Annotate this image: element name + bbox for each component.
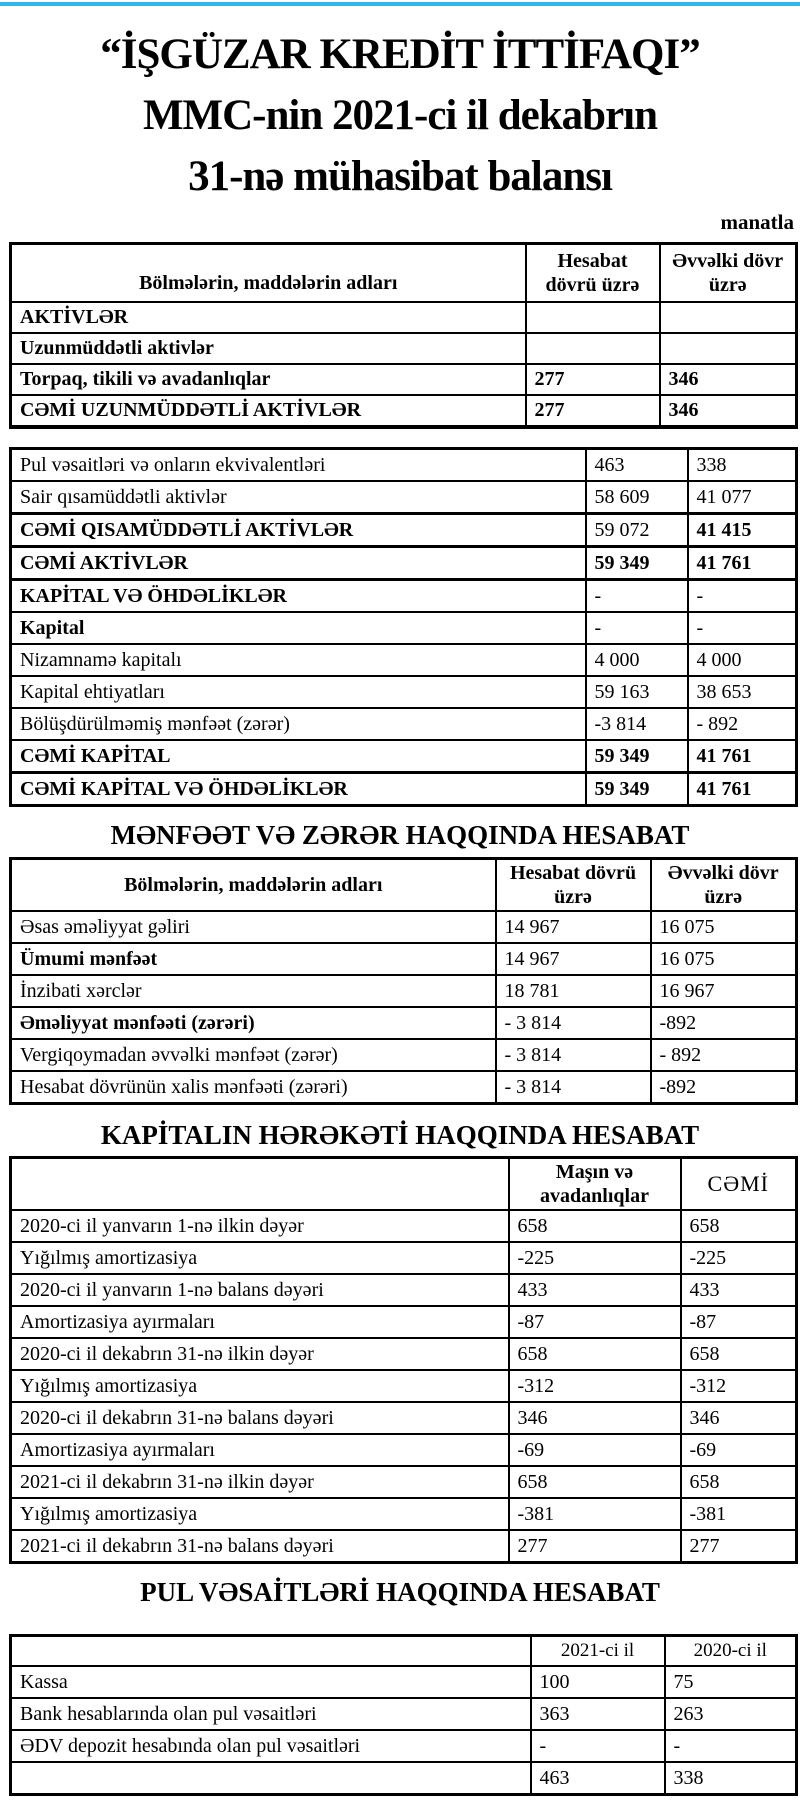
table-row-total bbox=[11, 395, 797, 427]
value-machines: -69 bbox=[509, 1434, 681, 1466]
value-previous-period: 41 761 bbox=[688, 773, 797, 806]
table-row bbox=[11, 911, 797, 943]
value-2021: - bbox=[531, 1730, 665, 1762]
table-header-row bbox=[11, 1158, 797, 1211]
value-machines: -225 bbox=[509, 1242, 681, 1274]
row-label: ƏDV depozit hesabında olan pul vəsaitləri bbox=[11, 1730, 531, 1762]
row-label: Hesabat dövrünün xalis mənfəəti (zərəri) bbox=[11, 1071, 496, 1104]
value-current-period: - 3 814 bbox=[496, 1071, 651, 1104]
row-label: Ümumi mənfəət bbox=[11, 943, 496, 975]
column-header-machines-equipment: Maşın və avadanlıqlar bbox=[509, 1158, 681, 1211]
value-current-period bbox=[526, 302, 660, 333]
profit-loss-table bbox=[9, 857, 798, 1105]
value-previous-period: 41 415 bbox=[688, 514, 797, 547]
value-total: -87 bbox=[681, 1306, 797, 1338]
value-previous-period: 346 bbox=[660, 395, 797, 427]
row-label: Yığılmış amortizasiya bbox=[11, 1370, 509, 1402]
column-header-blank bbox=[11, 1158, 509, 1211]
value-total: 658 bbox=[681, 1338, 797, 1370]
value-current-period: -3 814 bbox=[586, 708, 688, 740]
table-row bbox=[11, 1466, 797, 1498]
table-row-total bbox=[11, 514, 797, 547]
value-previous-period: 16 075 bbox=[651, 943, 797, 975]
table-row bbox=[11, 1306, 797, 1338]
table-header-row bbox=[11, 859, 797, 912]
equity-movement-section-heading: KAPİTALIN HƏRƏKƏTİ HAQQINDA HESABAT bbox=[100, 1120, 700, 1150]
value-total: -69 bbox=[681, 1434, 797, 1466]
column-header-previous-period: Əvvəlki dövr üzrə bbox=[651, 859, 797, 912]
profit-loss-section-heading: MƏNFƏƏT VƏ ZƏRƏR HAQQINDA HESABAT bbox=[110, 820, 690, 850]
value-current-period: - 3 814 bbox=[496, 1007, 651, 1039]
value-previous-period: -892 bbox=[651, 1071, 797, 1104]
value-machines: 433 bbox=[509, 1274, 681, 1306]
value-current-period: 59 349 bbox=[586, 547, 688, 580]
value-total: 346 bbox=[681, 1402, 797, 1434]
row-label: Nizamnamə kapitalı bbox=[11, 644, 586, 676]
value-machines: 658 bbox=[509, 1338, 681, 1370]
value-2021: 363 bbox=[531, 1698, 665, 1730]
value-machines: 658 bbox=[509, 1210, 681, 1242]
row-label: CƏMİ AKTİVLƏR bbox=[11, 547, 586, 580]
row-label: Kapital ehtiyatları bbox=[11, 676, 586, 708]
value-total: 433 bbox=[681, 1274, 797, 1306]
table-row-section bbox=[11, 612, 797, 644]
row-label: Kassa bbox=[11, 1666, 531, 1698]
table-row bbox=[11, 481, 797, 514]
table-row-total bbox=[11, 740, 797, 773]
table-row bbox=[11, 1242, 797, 1274]
value-machines: 346 bbox=[509, 1402, 681, 1434]
row-label: Amortizasiya ayırmaları bbox=[11, 1306, 509, 1338]
table-row bbox=[11, 1530, 797, 1563]
table-row bbox=[11, 676, 797, 708]
balance-sheet-capital-table bbox=[9, 447, 798, 807]
value-previous-period: 16 075 bbox=[651, 911, 797, 943]
cash-section-heading: PUL VƏSAİTLƏRİ HAQQINDA HESABAT bbox=[140, 1577, 660, 1607]
row-label: Kapital bbox=[11, 612, 586, 644]
row-label: CƏMİ UZUNMÜDDƏTLİ AKTİVLƏR bbox=[11, 395, 526, 427]
value-machines: -87 bbox=[509, 1306, 681, 1338]
value-total: 658 bbox=[681, 1210, 797, 1242]
value-previous-period: - 892 bbox=[651, 1039, 797, 1071]
value-2021: 100 bbox=[531, 1666, 665, 1698]
column-header-current-period: Hesabat dövrü üzrə bbox=[496, 859, 651, 912]
value-previous-period: - bbox=[688, 580, 797, 613]
value-current-period: 59 349 bbox=[586, 773, 688, 806]
value-previous-period: 4 000 bbox=[688, 644, 797, 676]
table-row bbox=[11, 449, 797, 482]
row-label: Əməliyyat mənfəəti (zərəri) bbox=[11, 1007, 496, 1039]
document-title-line-3: 31-nə mühasibat balansı bbox=[188, 153, 612, 200]
document-title bbox=[0, 24, 800, 207]
document-title-line-2: MMC-nin 2021-ci il dekabrın bbox=[142, 92, 658, 139]
table-row bbox=[11, 1039, 797, 1071]
value-current-period bbox=[526, 333, 660, 364]
table-row bbox=[11, 1698, 797, 1730]
table-row-section bbox=[11, 580, 797, 613]
row-label: Vergiqoymadan əvvəlki mənfəət (zərər) bbox=[11, 1039, 496, 1071]
table-row bbox=[11, 333, 797, 364]
balance-sheet-longterm-table bbox=[9, 242, 798, 429]
table-header-row bbox=[11, 1636, 797, 1667]
value-previous-period bbox=[660, 333, 797, 364]
document-title-line-1: “İŞGÜZAR KREDİT İTTİFAQI” bbox=[100, 31, 700, 78]
row-label: 2020-ci il yanvarın 1-nə ilkin dəyər bbox=[11, 1210, 509, 1242]
table-row bbox=[11, 364, 797, 395]
value-current-period: 14 967 bbox=[496, 943, 651, 975]
column-header-current-period: Hesabat dövrü üzrə bbox=[526, 244, 660, 303]
row-label: AKTİVLƏR bbox=[11, 302, 526, 333]
column-header-year-2020: 2020-ci il bbox=[665, 1636, 797, 1667]
row-label: 2020-ci il dekabrın 31-nə balans dəyəri bbox=[11, 1402, 509, 1434]
row-label: 2021-ci il dekabrın 31-nə ilkin dəyər bbox=[11, 1466, 509, 1498]
column-header-blank bbox=[11, 1636, 531, 1667]
value-current-period: 463 bbox=[586, 449, 688, 482]
value-previous-period: 346 bbox=[660, 364, 797, 395]
column-header-year-2021: 2021-ci il bbox=[531, 1636, 665, 1667]
row-label: Torpaq, tikili və avadanlıqlar bbox=[11, 364, 526, 395]
row-label: Bank hesablarında olan pul vəsaitləri bbox=[11, 1698, 531, 1730]
row-label: Əsas əməliyyat gəliri bbox=[11, 911, 496, 943]
column-header-total: CƏMİ bbox=[681, 1158, 797, 1211]
value-machines: -312 bbox=[509, 1370, 681, 1402]
row-label: Bölüşdürülməmiş mənfəət (zərər) bbox=[11, 708, 586, 740]
value-previous-period: 41 077 bbox=[688, 481, 797, 514]
table-row bbox=[11, 708, 797, 740]
value-current-period: 18 781 bbox=[496, 975, 651, 1007]
row-label: Yığılmış amortizasiya bbox=[11, 1498, 509, 1530]
value-current-period: - bbox=[586, 612, 688, 644]
value-total: -225 bbox=[681, 1242, 797, 1274]
value-previous-period: 38 653 bbox=[688, 676, 797, 708]
value-total: 277 bbox=[681, 1530, 797, 1563]
row-label: Uzunmüddətli aktivlər bbox=[11, 333, 526, 364]
value-current-period: - 3 814 bbox=[496, 1039, 651, 1071]
row-label bbox=[11, 1762, 531, 1795]
table-row bbox=[11, 1498, 797, 1530]
row-label: Sair qısamüddətli aktivlər bbox=[11, 481, 586, 514]
cash-statement-table bbox=[9, 1634, 798, 1796]
value-current-period: 277 bbox=[526, 395, 660, 427]
value-current-period: 59 349 bbox=[586, 740, 688, 773]
row-label: CƏMİ KAPİTAL bbox=[11, 740, 586, 773]
value-previous-period bbox=[660, 302, 797, 333]
table-row bbox=[11, 1338, 797, 1370]
table-row bbox=[11, 975, 797, 1007]
column-header-previous-period: Əvvəlki dövr üzrə bbox=[660, 244, 797, 303]
table-row bbox=[11, 1730, 797, 1762]
row-label: Pul vəsaitləri və onların ekvivalentləri bbox=[11, 449, 586, 482]
table-row-total bbox=[11, 943, 797, 975]
value-2021: 463 bbox=[531, 1762, 665, 1795]
value-previous-period: - bbox=[688, 612, 797, 644]
table-row bbox=[11, 1370, 797, 1402]
table-header-row bbox=[11, 244, 797, 303]
table-row-total bbox=[11, 1007, 797, 1039]
value-2020: 338 bbox=[665, 1762, 797, 1795]
currency-unit-label: manatla bbox=[720, 210, 794, 234]
value-current-period: 58 609 bbox=[586, 481, 688, 514]
table-row bbox=[11, 302, 797, 333]
table-row bbox=[11, 1071, 797, 1104]
row-label: 2021-ci il dekabrın 31-nə balans dəyəri bbox=[11, 1530, 509, 1563]
row-label: Amortizasiya ayırmaları bbox=[11, 1434, 509, 1466]
row-label: CƏMİ QISAMÜDDƏTLİ AKTİVLƏR bbox=[11, 514, 586, 547]
table-row bbox=[11, 1434, 797, 1466]
row-label: Yığılmış amortizasiya bbox=[11, 1242, 509, 1274]
value-total: -381 bbox=[681, 1498, 797, 1530]
row-label: İnzibati xərclər bbox=[11, 975, 496, 1007]
value-2020: 263 bbox=[665, 1698, 797, 1730]
row-label: 2020-ci il dekabrın 31-nə ilkin dəyər bbox=[11, 1338, 509, 1370]
value-current-period: 59 163 bbox=[586, 676, 688, 708]
table-row bbox=[11, 1274, 797, 1306]
table-row bbox=[11, 1666, 797, 1698]
value-machines: 658 bbox=[509, 1466, 681, 1498]
row-label: KAPİTAL VƏ ÖHDƏLİKLƏR bbox=[11, 580, 586, 613]
value-current-period: 59 072 bbox=[586, 514, 688, 547]
value-2020: 75 bbox=[665, 1666, 797, 1698]
value-current-period: 4 000 bbox=[586, 644, 688, 676]
value-current-period: 14 967 bbox=[496, 911, 651, 943]
row-label: CƏMİ KAPİTAL VƏ ÖHDƏLİKLƏR bbox=[11, 773, 586, 806]
table-row-total bbox=[11, 547, 797, 580]
column-header-sections: Bölmələrin, maddələrin adları bbox=[11, 244, 526, 303]
value-previous-period: 41 761 bbox=[688, 547, 797, 580]
table-row-total bbox=[11, 773, 797, 806]
scanned-financial-report-page bbox=[0, 2, 800, 1804]
value-total: 658 bbox=[681, 1466, 797, 1498]
value-current-period: 277 bbox=[526, 364, 660, 395]
value-machines: 277 bbox=[509, 1530, 681, 1563]
value-current-period: - bbox=[586, 580, 688, 613]
value-previous-period: 338 bbox=[688, 449, 797, 482]
value-total: -312 bbox=[681, 1370, 797, 1402]
column-header-sections: Bölmələrin, maddələrin adları bbox=[11, 859, 496, 912]
value-previous-period: 16 967 bbox=[651, 975, 797, 1007]
table-row bbox=[11, 1402, 797, 1434]
table-row-total bbox=[11, 1762, 797, 1795]
value-machines: -381 bbox=[509, 1498, 681, 1530]
row-label: 2020-ci il yanvarın 1-nə balans dəyəri bbox=[11, 1274, 509, 1306]
value-previous-period: - 892 bbox=[688, 708, 797, 740]
value-previous-period: 41 761 bbox=[688, 740, 797, 773]
value-previous-period: -892 bbox=[651, 1007, 797, 1039]
table-row bbox=[11, 1210, 797, 1242]
table-row bbox=[11, 644, 797, 676]
top-accent-line bbox=[0, 2, 800, 6]
value-2020: - bbox=[665, 1730, 797, 1762]
equity-movement-table bbox=[9, 1156, 798, 1564]
